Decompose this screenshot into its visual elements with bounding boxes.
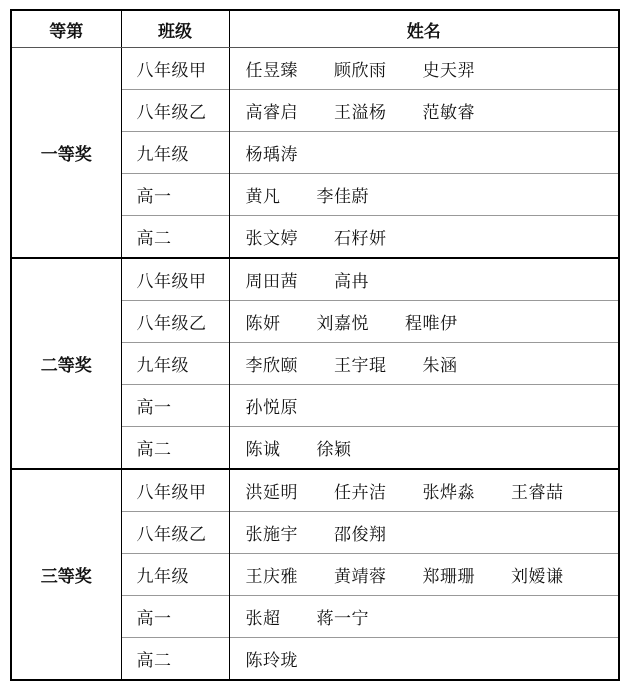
prize-label: 一等奖 bbox=[11, 48, 121, 259]
student-name: 张超 bbox=[245, 609, 281, 629]
student-name: 刘嫒谦 bbox=[511, 567, 564, 587]
header-row bbox=[11, 10, 619, 48]
student-name: 洪延明 bbox=[245, 483, 298, 503]
names-cell bbox=[229, 469, 619, 512]
names-cell bbox=[229, 258, 619, 301]
student-name: 张烨淼 bbox=[422, 483, 475, 503]
student-name: 黄凡 bbox=[245, 187, 281, 207]
names-cell bbox=[229, 596, 619, 638]
names-cell bbox=[229, 216, 619, 259]
student-name: 王庆雅 bbox=[245, 567, 298, 587]
table-body bbox=[11, 48, 619, 681]
header-grade: 等第 bbox=[11, 10, 121, 48]
student-name: 高睿启 bbox=[245, 103, 298, 123]
student-name: 陈诚 bbox=[245, 440, 281, 460]
names-cell bbox=[229, 638, 619, 681]
student-name: 杨瑀涛 bbox=[245, 145, 298, 165]
class-label: 高一 bbox=[121, 385, 229, 427]
student-name: 朱涵 bbox=[422, 356, 458, 376]
names-cell bbox=[229, 512, 619, 554]
table-row bbox=[11, 258, 619, 301]
student-name: 任昱臻 bbox=[245, 61, 298, 81]
student-name: 高冉 bbox=[334, 272, 369, 292]
header-names: 姓名 bbox=[229, 10, 619, 48]
names-cell bbox=[229, 554, 619, 596]
class-label: 高一 bbox=[121, 174, 229, 216]
student-name: 郑珊珊 bbox=[422, 567, 475, 587]
table-row bbox=[11, 48, 619, 90]
class-label: 八年级乙 bbox=[121, 301, 229, 343]
student-name: 李佳蔚 bbox=[316, 187, 369, 207]
student-name: 徐颖 bbox=[316, 440, 352, 460]
class-label: 高一 bbox=[121, 596, 229, 638]
names-cell bbox=[229, 301, 619, 343]
award-table bbox=[10, 9, 620, 681]
prize-label: 三等奖 bbox=[11, 469, 121, 680]
class-label: 八年级乙 bbox=[121, 512, 229, 554]
table-row bbox=[11, 469, 619, 512]
student-name: 刘嘉悦 bbox=[316, 314, 369, 334]
student-name: 李欣颐 bbox=[245, 356, 298, 376]
names-cell bbox=[229, 174, 619, 216]
class-label: 高二 bbox=[121, 427, 229, 470]
class-label: 九年级 bbox=[121, 343, 229, 385]
student-name: 周田茜 bbox=[245, 272, 298, 292]
student-name: 张文婷 bbox=[245, 229, 298, 249]
student-name: 程唯伊 bbox=[405, 314, 458, 334]
student-name: 张施宇 bbox=[245, 525, 298, 545]
student-name: 邵俊翔 bbox=[334, 525, 387, 545]
names-cell bbox=[229, 385, 619, 427]
prize-label: 二等奖 bbox=[11, 258, 121, 469]
student-name: 范敏睿 bbox=[422, 103, 475, 123]
names-cell bbox=[229, 427, 619, 470]
class-label: 八年级甲 bbox=[121, 469, 229, 512]
student-name: 任卉洁 bbox=[334, 483, 387, 503]
names-cell bbox=[229, 132, 619, 174]
student-name: 王睿喆 bbox=[511, 483, 564, 503]
student-name: 陈妍 bbox=[245, 314, 281, 334]
class-label: 九年级 bbox=[121, 132, 229, 174]
class-label: 八年级甲 bbox=[121, 258, 229, 301]
student-name: 蒋一宁 bbox=[316, 609, 369, 629]
names-cell bbox=[229, 48, 619, 90]
student-name: 顾欣雨 bbox=[334, 61, 387, 81]
header-class: 班级 bbox=[121, 10, 229, 48]
student-name: 孙悦原 bbox=[245, 398, 298, 418]
student-name: 史天羿 bbox=[422, 61, 475, 81]
student-name: 陈玲珑 bbox=[245, 651, 298, 671]
student-name: 石籽妍 bbox=[334, 229, 387, 249]
class-label: 高二 bbox=[121, 216, 229, 259]
class-label: 八年级甲 bbox=[121, 48, 229, 90]
names-cell bbox=[229, 343, 619, 385]
student-name: 王溢杨 bbox=[334, 103, 387, 123]
class-label: 九年级 bbox=[121, 554, 229, 596]
student-name: 王宇琨 bbox=[334, 356, 387, 376]
names-cell bbox=[229, 90, 619, 132]
student-name: 黄靖蓉 bbox=[334, 567, 387, 587]
class-label: 高二 bbox=[121, 638, 229, 681]
class-label: 八年级乙 bbox=[121, 90, 229, 132]
